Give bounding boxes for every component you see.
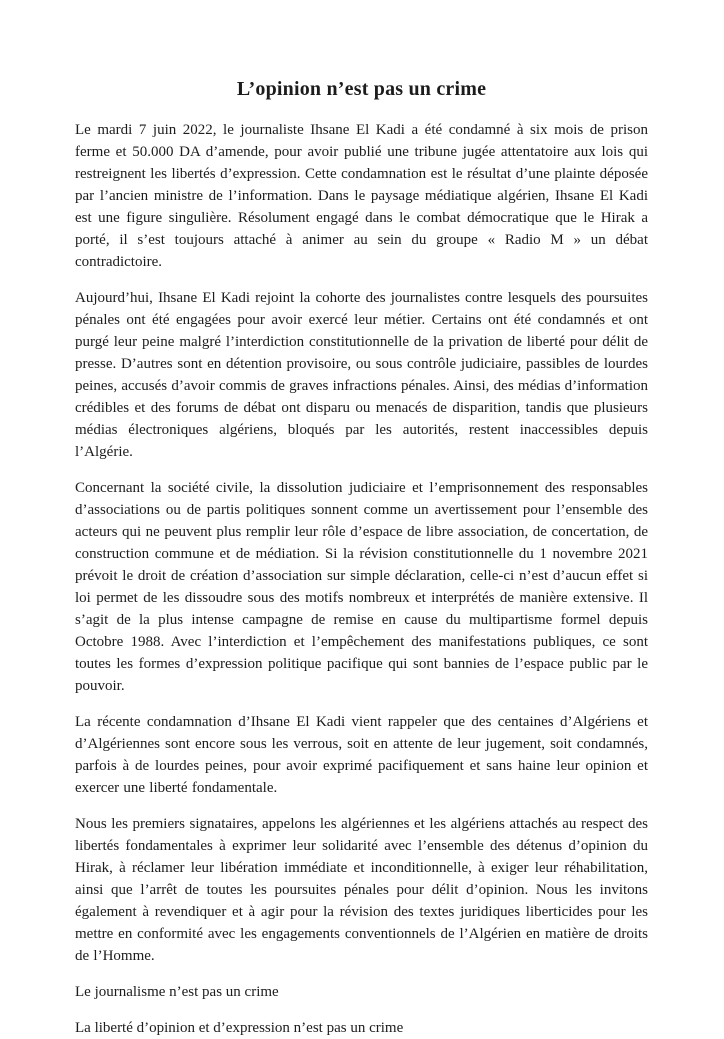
paragraph-appel-signataires: Nous les premiers signataires, appelons les algériennes et les algériens attachés au respect des libertés fondamentales à exprimer leur solidarité avec l’ensemble des détenus d’opinion du Hirak, à réclamer leur libération immédiate et inconditionnelle, à exiger leur réhabilitation, ainsi que l’arrêt de toutes les poursuites pénales pour délit d’opinion. Nous les invitons également à revendiquer et à agir pour la révision des textes juridiques liberticides pour les mettre en conformité avec les engagements conventionnels de l’Algérien en matière de droits de l’Homme. xyxy=(75,816,648,964)
closing-line-journalisme: Le journalisme n’est pas un crime xyxy=(75,984,279,1000)
paragraph-detenus-opinion: La récente condamnation d’Ihsane El Kadi vient rappeler que des centaines d’Algériens et d’Algériennes sont encore sous les verrous, soit en attente de leur jugement, soit condamnés, parfois à de lourdes peines, pour avoir exprimé pacifiquement et sans haine leur opinion et exercer une liberté fondamentale. xyxy=(75,714,648,796)
paragraph-journalistes-poursuites: Aujourd’hui, Ihsane El Kadi rejoint la cohorte des journalistes contre lesquels des poursuites pénales ont été engagées pour avoir exercé leur métier. Certains ont été condamnés et ont purgé leur peine malgré l’interdiction constitutionnelle de la privation de liberté pour délit de presse. D’autres sont en détention provisoire, ou sous contrôle judiciaire, passibles de lourdes peines, accusés d’avoir commis de graves infractions pénales. Ainsi, des médias d’information crédibles et des forums de débat ont disparu ou menacés de disparition, tandis que plusieurs médias électroniques algériens, bloqués par les autorités, restent inaccessibles depuis l’Algérie. xyxy=(75,290,648,460)
paragraph-intro-condamnation: Le mardi 7 juin 2022, le journaliste Ihsane El Kadi a été condamné à six mois de prison ferme et 50.000 DA d’amende, pour avoir publié une tribune jugée attentatoire aux lois qui restreignent les libertés d’expression. Cette condamnation est le résultat d’une plainte déposée par l’ancien ministre de l’information. Dans le paysage médiatique algérien, Ihsane El Kadi est une figure singulière. Résolument engagé dans le combat démocratique que le Hirak a porté, il s’est toujours attaché à animer au sein du groupe « Radio M » un débat contradictoire. xyxy=(75,122,648,270)
closing-line-liberte: La liberté d’opinion et d’expression n’est pas un crime xyxy=(75,1020,404,1036)
paragraph-societe-civile: Concernant la société civile, la dissolution judiciaire et l’emprisonnement des responsables d’associations ou de partis politiques sonnent comme un avertissement pour l’ensemble des acteurs qui ne peuvent plus remplir leur rôle d’espace de libre association, de concertation, de construction commune et de médiation. Si la révision constitutionnelle du 1 novembre 2021 prévoit le droit de création d’association sur simple déclaration, celle-ci n’est d’aucun effet si loi permet de les dissoudre sous des motifs nombreux et interprétés de manière extensive. Il s’agit de la plus intense campagne de remise en cause du multipartisme formel depuis Octobre 1988. Avec l’interdiction et l’empêchement des manifestations publiques, ce sont toutes les formes d’expression politique pacifique qui sont bannies de l’espace public par le pouvoir. xyxy=(75,480,648,694)
document-title: L’opinion n’est pas un crime xyxy=(236,78,487,100)
